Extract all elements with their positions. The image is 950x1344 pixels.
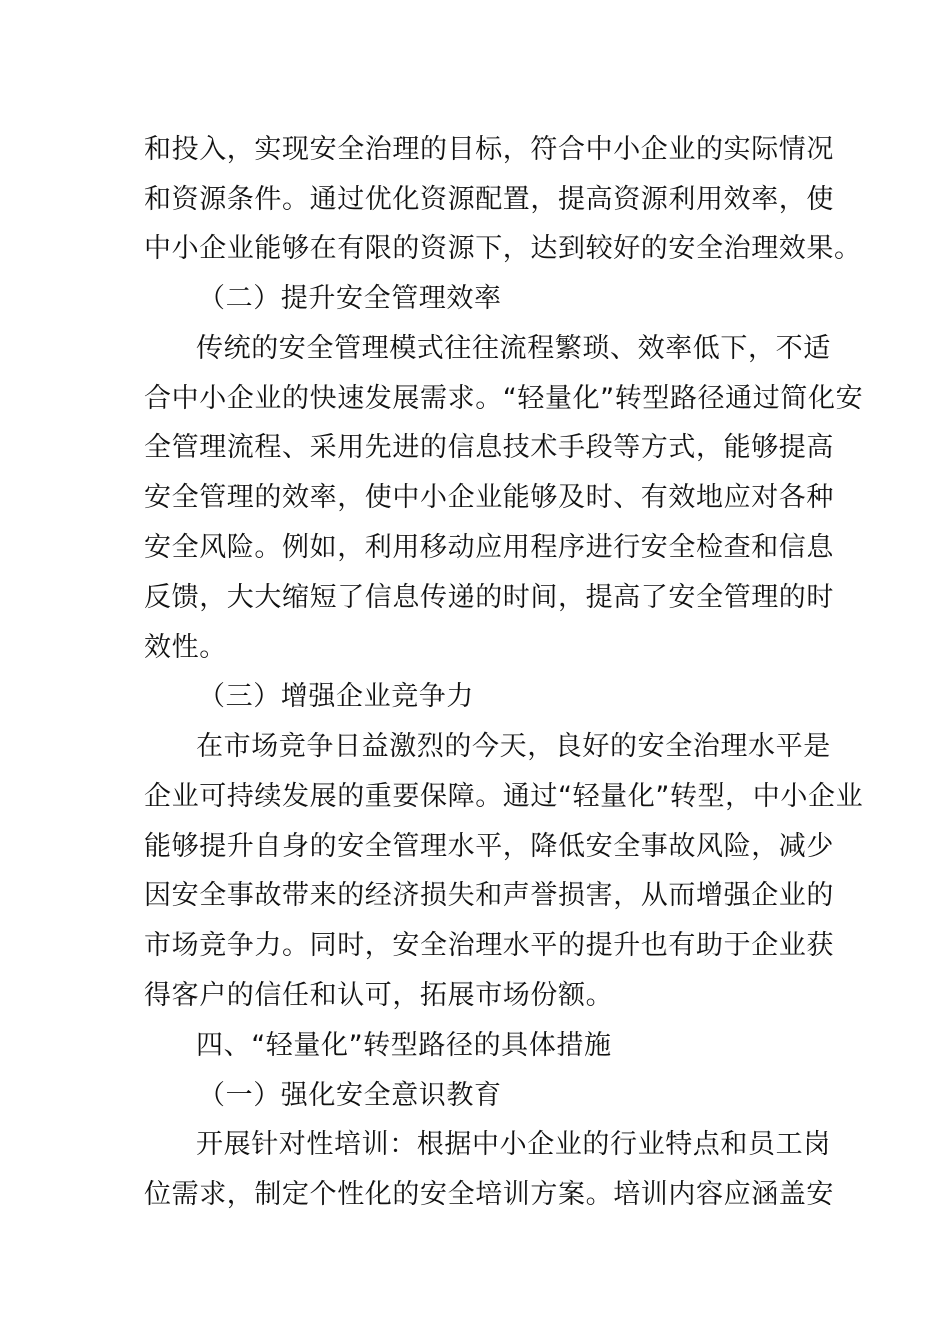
chapter-heading: 四、“轻量化”转型路径的具体措施 <box>196 1030 612 1061</box>
text-line: 安全管理的效率，使中小企业能够及时、有效地应对各种 <box>144 482 834 513</box>
text-line: 市场竞争力。同时，安全治理水平的提升也有助于企业获 <box>144 930 834 961</box>
text-line: 中小企业能够在有限的资源下，达到较好的安全治理效果。 <box>144 233 862 264</box>
section-heading: （一）强化安全意识教育 <box>198 1080 502 1111</box>
text-line: 反馈，大大缩短了信息传递的时间，提高了安全管理的时 <box>144 582 834 613</box>
text-line: 因安全事故带来的经济损失和声誉损害，从而增强企业的 <box>144 880 834 911</box>
text-line: 位需求，制定个性化的安全培训方案。培训内容应涵盖安 <box>144 1179 834 1210</box>
text-line: 传统的安全管理模式往往流程繁琐、效率低下，不适 <box>196 333 831 364</box>
text-line: 全管理流程、采用先进的信息技术手段等方式，能够提高 <box>144 432 834 463</box>
text-line: 在市场竞争日益激烈的今天，良好的安全治理水平是 <box>196 731 831 762</box>
text-line: 开展针对性培训：根据中小企业的行业特点和员工岗 <box>196 1129 831 1160</box>
section-heading: （三）增强企业竞争力 <box>198 681 474 712</box>
text-line: 安全风险。例如，利用移动应用程序进行安全检查和信息 <box>144 532 834 563</box>
text-line: 能够提升自身的安全管理水平，降低安全事故风险，减少 <box>144 831 834 862</box>
text-line: 效性。 <box>144 632 227 663</box>
text-line: 和资源条件。通过优化资源配置，提高资源利用效率，使 <box>144 184 834 215</box>
text-line: 和投入，实现安全治理的目标，符合中小企业的实际情况 <box>144 134 834 165</box>
text-line: 合中小企业的快速发展需求。“轻量化”转型路径通过简化安 <box>144 383 864 414</box>
section-heading: （二）提升安全管理效率 <box>198 283 502 314</box>
text-line: 得客户的信任和认可，拓展市场份额。 <box>144 980 614 1011</box>
text-line: 企业可持续发展的重要保障。通过“轻量化”转型，中小企业 <box>144 781 864 812</box>
